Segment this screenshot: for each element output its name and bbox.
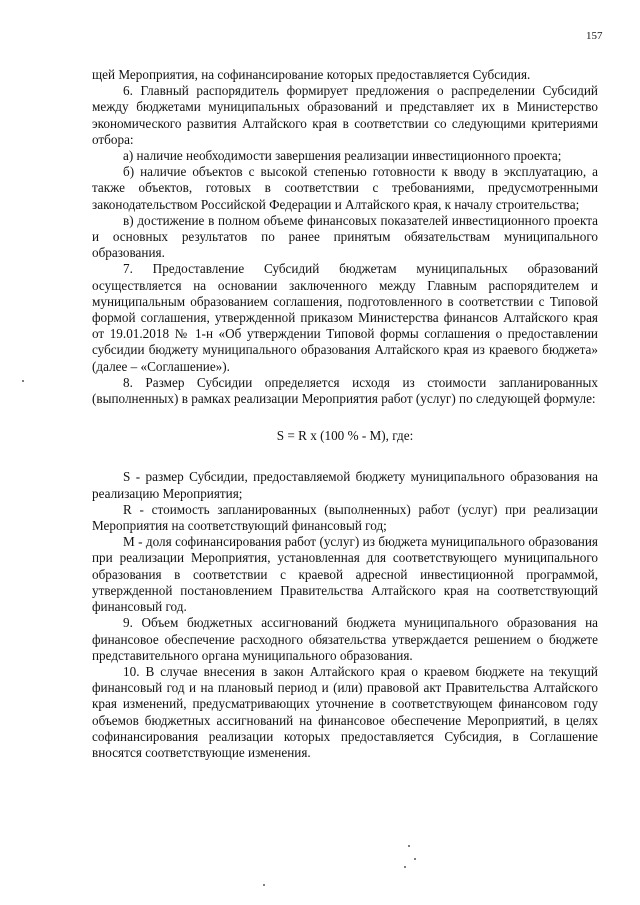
criterion-a: а) наличие необходимости завершения реализации инвестиционного проекта; [123,148,562,164]
scan-speck [408,845,410,847]
definition-m: M - доля софинансирования работ (услуг) из бюджета муниципального образования при реализации Мероприятия, установленная для соответствующего муниципального образования в соответствии с краевой адресной инвестиционной программой, утвержденной постановлением Правительства Алтайского края на соответствующий финансовый год. [92,534,598,615]
subsidy-formula: S = R x (100 % - M), где: [276,428,414,444]
scan-speck [404,866,406,868]
paragraph-8: 8. Размер Субсидии определяется исходя из стоимости запланированных (выполненных) в рамках реализации Мероприятия работ (услуг) по следующей формуле: [92,374,598,407]
paragraph-6: 6. Главный распорядитель формирует предложения о распределении Субсидий между бюджетами муниципальных образований и представляет их в Министерство экономического развития Алтайского края в соответствии со следующими критериями отбора: [92,83,598,147]
definition-s: S - размер Субсидии, предоставляемой бюджету муниципального образования на реализацию Мероприятия; [92,469,598,501]
criterion-b: б) наличие объектов с высокой степенью готовности к вводу в эксплуатацию, а также объектов, готовых в соответствии с требованиями, предусмотренными законодательством Российской Федерации и Алтайского края, к началу строительства; [92,164,598,212]
scan-speck [414,858,416,860]
scan-speck [263,884,265,886]
paragraph-7: 7. Предоставление Субсидий бюджетам муниципальных образований осуществляется на основании заключенного между Главным распорядителем и муниципальным образованием соглашения, подготовленного в соответствии с Типовой формой соглашения, утвержденной приказом Министерства финансов Алтайского края от 19.01.2018 № 1-н «Об утверждении Типовой формы соглашения о предоставлении субсидии бюджету муниципального образования Алтайского края из краевого бюджета» (далее – «Соглашение»). [92,261,598,374]
scan-speck [22,380,24,382]
criterion-v: в) достижение в полном объеме финансовых показателей инвестиционного проекта и основных результатов по ранее принятым обязательствам муниципального образования. [92,212,598,261]
definition-r: R - стоимость запланированных (выполненных) работ (услуг) при реализации Мероприятия на соответствующий финансовый год; [92,501,598,534]
document-body [92,67,598,761]
paragraph-continuation: щей Мероприятия, на софинансирование которых предоставляется Субсидия. [92,67,531,82]
paragraph-9: 9. Объем бюджетных ассигнований бюджета муниципального образования на финансовое обеспечение расходного обязательства утверждается решением о бюджете представительного органа муниципального образования. [92,615,598,663]
page-number: 157 [586,30,603,42]
paragraph-10: 10. В случае внесения в закон Алтайского края о краевом бюджете на текущий финансовый год и на плановый период и (или) правовой акт Правительства Алтайского края изменений, предусматривающих уточнение в соответствующем финансовом году объемов бюджетных ассигнований на финансовое обеспечение Мероприятий, в целях софинансирования реализации которых предоставляется Субсидия, в Соглашение вносятся соответствующие изменения. [92,663,598,760]
